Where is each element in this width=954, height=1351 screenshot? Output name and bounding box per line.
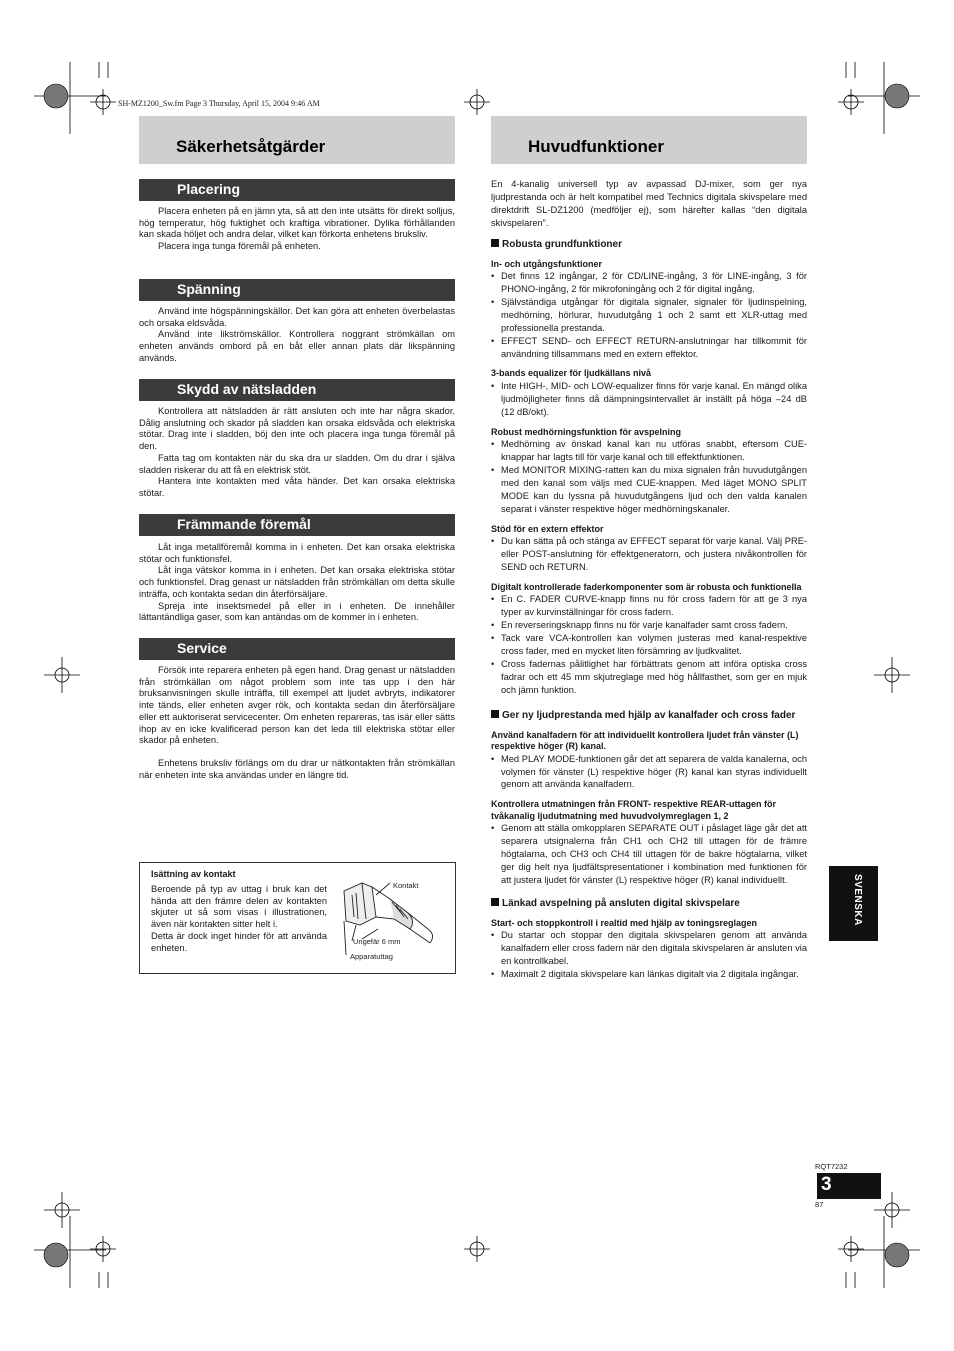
plug-box-paragraph: Detta är dock inget hinder för att använda enheten. (151, 930, 327, 953)
bullet-item: • Med MONITOR MIXING-ratten kan du mixa signalen från huvudutgången med den kanal som väljs med CUE-knappen. Med läget MONO SPLIT MODE kan du lyssna på huvudutgångens ljud och den valda kanalen separat i vänster respektive höger medhörningskanaler. (491, 464, 807, 516)
feature-heading (491, 898, 807, 910)
sub-heading: Digitalt kontrollerade faderkomponenter som är robusta och funktionella (491, 581, 802, 592)
feature-heading (491, 239, 807, 251)
label-apparatuttag: Apparatuttag (350, 952, 393, 961)
section-heading-frammande (139, 514, 455, 536)
sub-heading: In- och utgångsfunktioner (491, 258, 602, 269)
sub-heading: Stöd för en extern effektor (491, 523, 604, 534)
right-title-band (491, 116, 807, 164)
feature-heading-text: Ger ny ljudprestanda med hjälp av kanalfader och cross fader (502, 709, 796, 721)
paragraph: Försök inte reparera enheten på egen hand. Drag genast ur nätsladden från strömkällan om något problem som inte tas upp i den här bruksanvisningen skulle inträffa, till exempel att ljudet avbryts, indikatorer inte tänds, eller enheten avger rök, och kontakta sedan din återförsäljare eller ett auktoriserat servicecenter. Om enheten repareras, tas isär eller sätts ihop av en icke kvalificerad person kan det leda till elektriska stötar eller skador på enheten. (139, 665, 455, 746)
sub-heading: Start- och stoppkontroll i realtid med hjälp av toningsreglagen (491, 917, 758, 928)
paragraph: Låt inga vätskor komma in i enheten. Det kan orsaka elektriska stötar och funktionsfel. Drag genast ur nätsladden från strömkällan om detta skulle inträffa, och kontakta sedan din återförsäljare. (139, 565, 455, 599)
paragraph: Hantera inte kontakten med våta händer. Det kan orsaka elektriska stötar. (139, 476, 455, 498)
bullet-item: • Medhörning av önskad kanal kan nu utföras snabbt, eftersom CUE-knappar har lagts till för varje kanal och till effektfunktionen. (491, 438, 807, 464)
secondary-page-number: 87 (815, 1200, 824, 1209)
page-number: 3 (821, 1174, 832, 1195)
right-page-title: Huvudfunktioner (528, 137, 664, 156)
bullet-item: • Cross fadernas pålitlighet har förbättrats genom att införa optiska cross fadrar och ett 45 mm skjutreglage med hög hållfasthet, som ger en mjuk och jämn funktion. (491, 658, 807, 697)
bullet-item: • Tack vare VCA-kontrollen kan volymen justeras med kanal-respektive cross fader, med en mycket liten försämring av ljudkvalitet. (491, 632, 807, 658)
section-heading-text: Service (177, 640, 227, 656)
feature-heading-text: Robusta grundfunktioner (502, 238, 622, 250)
bullet-item: • EFFECT SEND- och EFFECT RETURN-anslutningar har tillkommit för användning tillsammans med en extern effektor. (491, 335, 807, 361)
document-code: RQT7232 (815, 1162, 848, 1171)
paragraph: Fatta tag om kontakten när du ska dra ur sladden. Om du drar i själva sladden riskerar du att få en elektrisk stöt. (139, 452, 455, 475)
section-heading-text: Främmande föremål (177, 516, 311, 532)
bullet-item: • Inte HIGH-, MID- och LOW-equalizer finns för varje kanal. En mängd olika ljudmöjligheter finns då dämpningsintervallet är inställt på höga –24 dB (12 dB/okt). (491, 380, 807, 419)
paragraph: Låt inga metallföremål komma in i enheten. Det kan orsaka elektriska stötar och funktionsfel. (139, 542, 455, 564)
feature-heading (491, 710, 807, 722)
language-tab (829, 866, 878, 941)
section-body-spanning (139, 306, 455, 365)
paragraph: Använd inte likströmskällor. Kontrollera noggrant strömkällan om enheten används ombord på en båt eller annan plats där likspänning används. (139, 329, 455, 363)
sub-heading: Robust medhörningsfunktion för avspelning (491, 426, 681, 437)
bullet-item: • Det finns 12 ingångar, 2 för CD/LINE-ingång, 3 för LINE-ingång, 3 för PHONO-ingång, 2 för mikrofoningång och 2 för digital ingång. (491, 270, 807, 296)
sub-heading: Använd kanalfadern för att individuellt kontrollera ljudet från vänster (L) respektive höger (R) kanal. (491, 729, 799, 752)
plug-box-title: Isättning av kontakt (151, 869, 236, 879)
square-bullet-icon (491, 239, 499, 247)
paragraph: Enhetens bruksliv förlängs om du drar ur nätkontakten från strömkällan när enheten inte ska användas under en längre tid. (139, 757, 455, 780)
section-heading-spanning (139, 279, 455, 301)
bullet-item: • Självständiga utgångar för digitala signaler, signaler för ljudinspelning, medhörning, hörlurar, huvudutgång 1 och 2 samt ett XLR-uttag med professionella prestanda. (491, 296, 807, 335)
paragraph: Placera inga tunga föremål på enheten. (158, 241, 321, 252)
sub-heading: 3-bands equalizer för ljudkällans nivå (491, 368, 652, 379)
section-body-frammande (139, 542, 455, 624)
bullet-item: • Du kan sätta på och stänga av EFFECT separat för varje kanal. Välj PRE- eller POST-anslutning för effektgeneratorn, och justera nivåkontrollen för SEND och RETURN. (491, 535, 807, 574)
section-heading-text: Placering (177, 181, 241, 197)
left-page-title: Säkerhetsåtgärder (176, 137, 326, 156)
paragraph: Använd inte högspänningskällor. Det kan göra att enheten överbelastas och orsaka eldsvåda. (139, 306, 455, 328)
left-title-band (139, 116, 455, 164)
section-body-service (139, 665, 455, 781)
bullet-item: • En reverseringsknapp finns nu för varje kanalfader samt cross fadern. (491, 619, 807, 632)
bullet-item: • Maximalt 2 digitala skivspelare kan länkas digitalt via 2 digitala ingångar. (491, 968, 807, 981)
language-tab-label: SVENSKA (852, 874, 863, 926)
label-kontakt: Kontakt (393, 881, 419, 890)
intro-paragraph: En 4-kanalig universell typ av avpassad DJ-mixer, som ger nya ljudprestanda och är helt kompatibel med Technics digitala skivspelare med direktdrift SL-DZ1200 (medföljer ej), som härefter kallas “den digitala skivspelaren”. (491, 179, 807, 228)
page-number-box (817, 1173, 881, 1199)
square-bullet-icon (491, 898, 499, 906)
file-header-note: SH-MZ1200_Sw.fm Page 3 Thursday, April 15, 2004 9:46 AM (118, 99, 320, 108)
section-heading-placering (139, 179, 455, 201)
section-body-placering (139, 206, 455, 253)
section-body-skydd (139, 406, 455, 500)
feature-heading-text: Länkad avspelning på ansluten digital skivspelare (502, 897, 740, 909)
label-ungefar: Ungefär 6 mm (353, 937, 401, 946)
bullet-item: • Med PLAY MODE-funktionen går det att separera de valda kanalerna, och volymen för vänster (L) respektive höger (R) kanal kan styras individuellt genom att använda kanalfadern. (491, 753, 807, 792)
plug-box-paragraph: Beroende på typ av uttag i bruk kan det hända att den främre delen av kontakten skjuter ut så som visas i illustrationen, även när kontakten sitter helt i. (151, 884, 327, 930)
paragraph: Spreja inte insektsmedel på eller in i enheten. De innehåller lättantändliga gaser, som kan antändas om de kommer in i enheten. (139, 600, 455, 623)
section-heading-skydd (139, 379, 455, 401)
bullet-item: • Genom att ställa omkopplaren SEPARATE OUT i påslaget läge går det att separera utsignalerna från CH1 och CH2 till uttagen för de främre högtalarna, och CH3 och CH4 till uttagen för de bakre högtalarna, vilket ger dig helt nya ljudfältspresentationer i kombination med funktionen för att justera ljudet för vänster (L) respektive höger (R) kanal individuellt. (491, 822, 807, 887)
bullet-item: • Du startar och stoppar den digitala skivspelaren genom att använda kanalfadern eller cross fadern när den digitala skivspelaren är ansluten via en kontrollkabel. (491, 929, 807, 968)
plug-box-text (151, 884, 327, 954)
plug-insertion-box (139, 862, 456, 974)
bullet-item: • En C. FADER CURVE-knapp finns nu för cross fadern för att ge 3 nya typer av kurvinställningar för cross fadern. (491, 593, 807, 619)
section-heading-service (139, 638, 455, 660)
main-features-column (491, 178, 807, 981)
section-heading-text: Skydd av nätsladden (177, 381, 317, 397)
paragraph: Kontrollera att nätsladden är rätt ansluten och inte har några skador. Dålig anslutning och skador på sladden kan orsaka eldsvåda och elektriska stötar. Drag inte i sladden, böj den inte och placera inga tunga föremål på den. (139, 406, 455, 452)
paragraph: Placera enheten på en jämn yta, så att den inte utsätts för direkt solljus, hög temperatur, hög fuktighet och kraftiga vibrationer. Dylika förhållanden kan skada höljet och andra delar, vilket kan förkorta enhetens bruksliv. (139, 206, 455, 240)
square-bullet-icon (491, 710, 499, 718)
section-heading-text: Spänning (177, 281, 241, 297)
sub-heading: Kontrollera utmatningen från FRONT- respektive REAR-uttagen för tvåkanalig ljudutmatning med huvudvolymreglagen 1, 2 (491, 799, 777, 821)
